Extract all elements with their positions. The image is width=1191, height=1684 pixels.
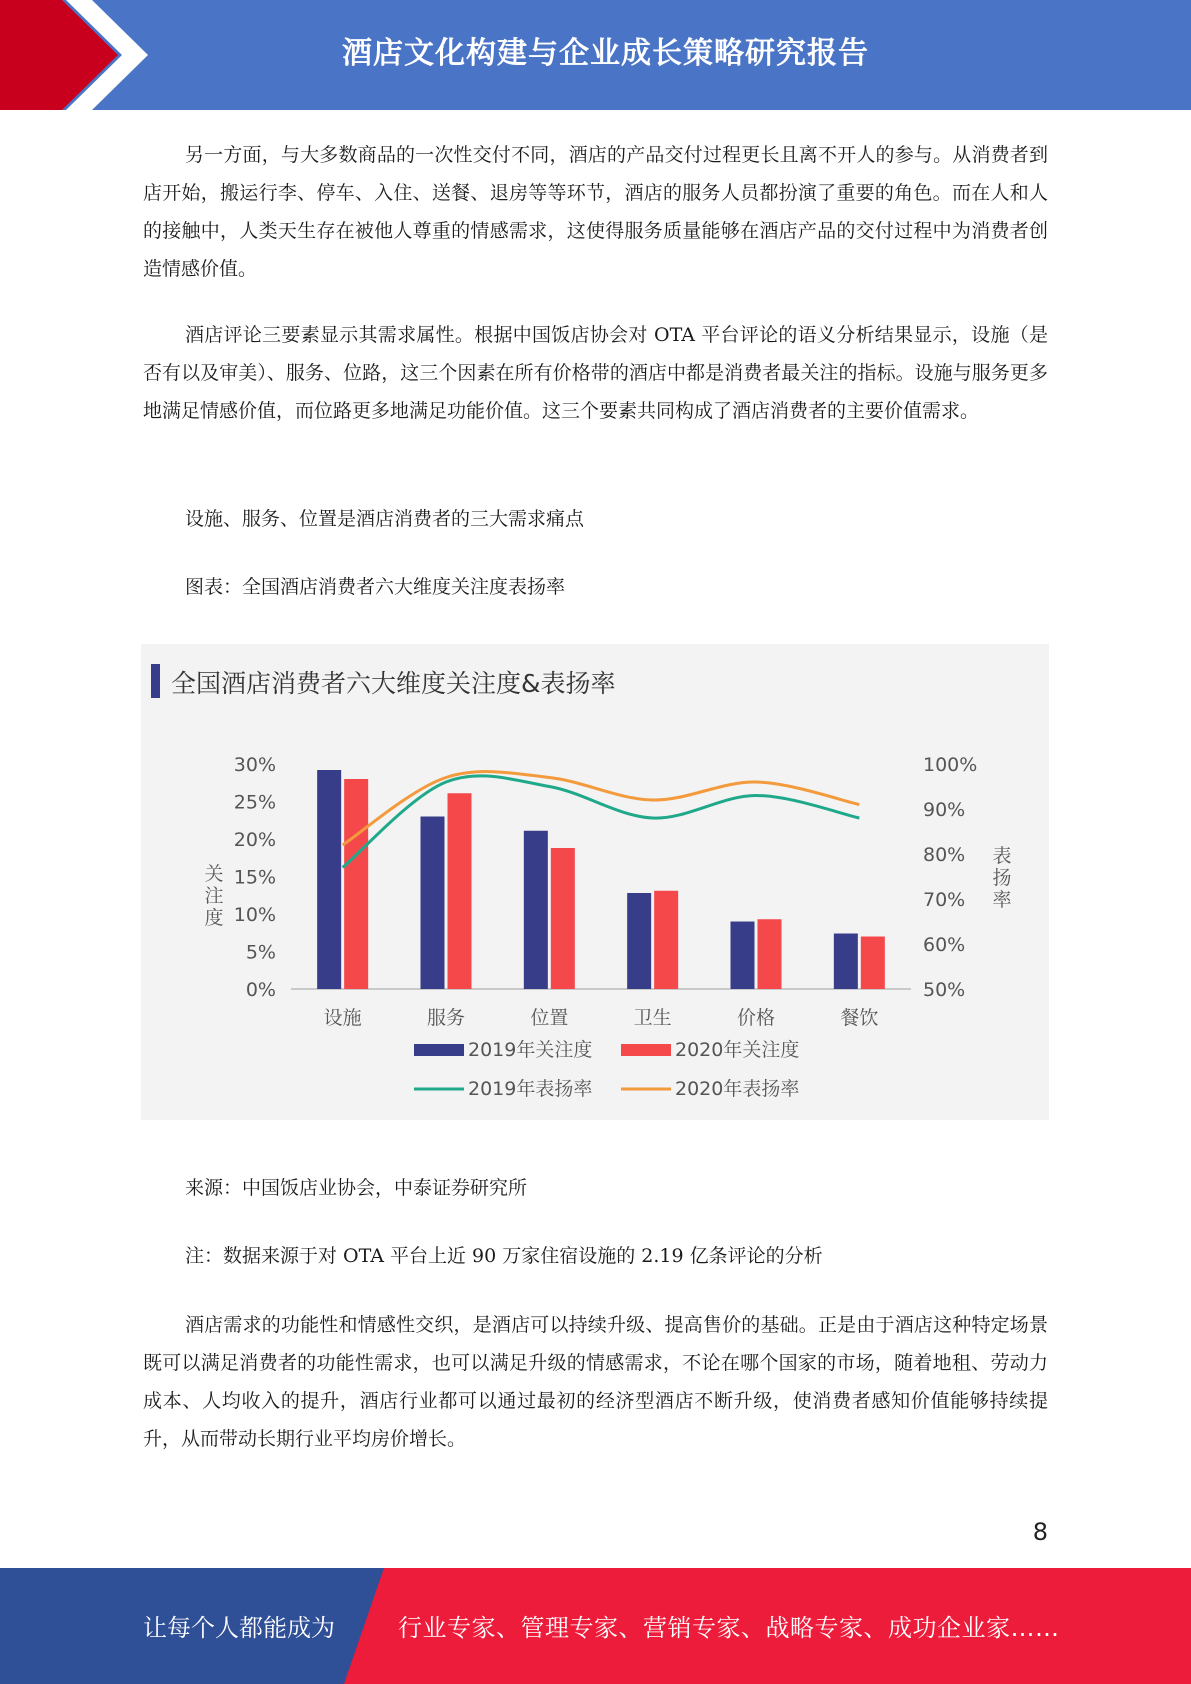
y2-tick-label: 50% (923, 979, 966, 1001)
bar (731, 922, 755, 990)
pain-points-line (143, 500, 1048, 538)
x-tick-label: 卫生 (633, 1007, 672, 1029)
paragraph-1 (143, 136, 1048, 288)
y2-tick-label: 70% (923, 889, 966, 911)
y2-tick-label: 80% (923, 844, 966, 866)
legend-label: 2019年关注度 (468, 1039, 593, 1061)
chart-container (141, 644, 1049, 1120)
y-tick-label: 25% (233, 791, 276, 814)
y-axis-right (923, 754, 977, 1001)
bar (834, 934, 858, 990)
paragraph-text: 酒店需求的功能性和情感性交织，是酒店可以持续升级、提高售价的基础。正是由于酒店这种特定场景既可以满足消费者的功能性需求，也可以满足升级的情感需求，不论在哪个国家的市场，随着地租、劳动力成本、人均收入的提升，酒店行业都可以通过最初的经济型酒店不断升级，使消费者感知价值能够持续提升，从而带动长期行业平均房价增长。 (143, 1314, 1048, 1450)
bar (551, 848, 575, 989)
lines (343, 772, 860, 868)
x-tick-label: 位置 (530, 1007, 569, 1029)
y2-label-char: 表 (992, 845, 1012, 867)
legend-swatch (621, 1044, 671, 1056)
y2-tick-label: 60% (923, 934, 966, 956)
y-label-char: 关 (204, 863, 224, 885)
y2-label-char: 扬 (992, 867, 1012, 889)
paragraph-text: 酒店评论三要素显示其需求属性。根据中国饭店协会对 OTA 平台评论的语义分析结果显示，设施（是否有以及审美）、服务、位路，这三个因素在所有价格带的酒店中都是消费者最关注的指标。设施与服务更多地满足情感价值，而位路更多地满足功能价值。这三个要素共同构成了酒店消费者的主要价值需求。 (143, 324, 1048, 422)
pain-points-text: 设施、服务、位置是酒店消费者的三大需求痛点 (185, 508, 585, 530)
y2-tick-label: 100% (923, 754, 978, 776)
x-tick-label: 价格 (736, 1007, 776, 1029)
chart-title-bar (151, 664, 160, 698)
x-tick-label: 服务 (426, 1007, 466, 1029)
y-tick-label: 20% (233, 829, 276, 851)
paragraph-text: 另一方面，与大多数商品的一次性交付不同，酒店的产品交付过程更长且离不开人的参与。从消费者到店开始，搬运行李、停车、入住、送餐、退房等等环节，酒店的服务人员都扮演了重要的角色。而在人和人的接触中，人类天生存在被他人尊重的情感需求，这使得服务质量能够在酒店产品的交付过程中为消费者创造情感价值。 (143, 144, 1048, 280)
legend-label: 2020年表扬率 (675, 1078, 800, 1100)
header-title: 酒店文化构建与企业成长策略研究报告 (342, 36, 869, 71)
bar (448, 793, 472, 989)
series-line (343, 772, 860, 845)
source-line (143, 1169, 1048, 1207)
bar (758, 919, 782, 989)
page-header (0, 0, 1191, 110)
x-tick-label: 设施 (323, 1007, 362, 1029)
paragraph-2 (143, 316, 1048, 430)
bar (861, 937, 885, 990)
footer-slogan: 让每个人都能成为 (143, 1614, 335, 1642)
footer-roles: 行业专家、管理专家、营销专家、战略专家、成功企业家…… (398, 1614, 1060, 1642)
x-tick-label: 餐饮 (840, 1007, 879, 1029)
y-label-char: 注 (204, 885, 224, 907)
source-text: 来源：中国饭店业协会，中泰证券研究所 (185, 1177, 528, 1199)
bar (421, 817, 445, 990)
page-footer (0, 1568, 1191, 1684)
x-axis (324, 1006, 879, 1029)
chart (141, 644, 1049, 1120)
y-tick-label: 0% (245, 979, 276, 1001)
bar (344, 779, 368, 989)
y-tick-label: 5% (245, 941, 276, 964)
figure-caption-text: 图表：全国酒店消费者六大维度关注度表扬率 (185, 576, 566, 598)
bar (317, 770, 341, 989)
bar (627, 893, 651, 989)
bar (654, 891, 678, 989)
figure-caption (143, 568, 1048, 606)
y-tick-label: 10% (233, 904, 276, 926)
y-axis-left (234, 754, 276, 1001)
legend-swatch (414, 1044, 464, 1056)
bar (524, 831, 548, 989)
y-tick-label: 30% (233, 754, 276, 776)
y2-tick-label: 90% (923, 799, 966, 821)
legend-label: 2019年表扬率 (468, 1078, 593, 1100)
legend (414, 1039, 799, 1100)
y-axis-label-right (992, 845, 1011, 911)
legend-label: 2020年关注度 (675, 1039, 800, 1061)
y-label-char: 度 (204, 907, 224, 929)
paragraph-3 (143, 1306, 1048, 1458)
note-text: 注：数据来源于对 OTA 平台上近 90 万家住宿设施的 2.19 亿条评论的分析 (185, 1245, 823, 1267)
page-number: 8 (1032, 1518, 1048, 1546)
y-axis-label-left (204, 863, 223, 929)
y2-label-char: 率 (992, 889, 1012, 911)
y-tick-label: 15% (233, 866, 276, 889)
note-line (143, 1237, 1048, 1275)
chart-title: 全国酒店消费者六大维度关注度&表扬率 (171, 669, 616, 698)
